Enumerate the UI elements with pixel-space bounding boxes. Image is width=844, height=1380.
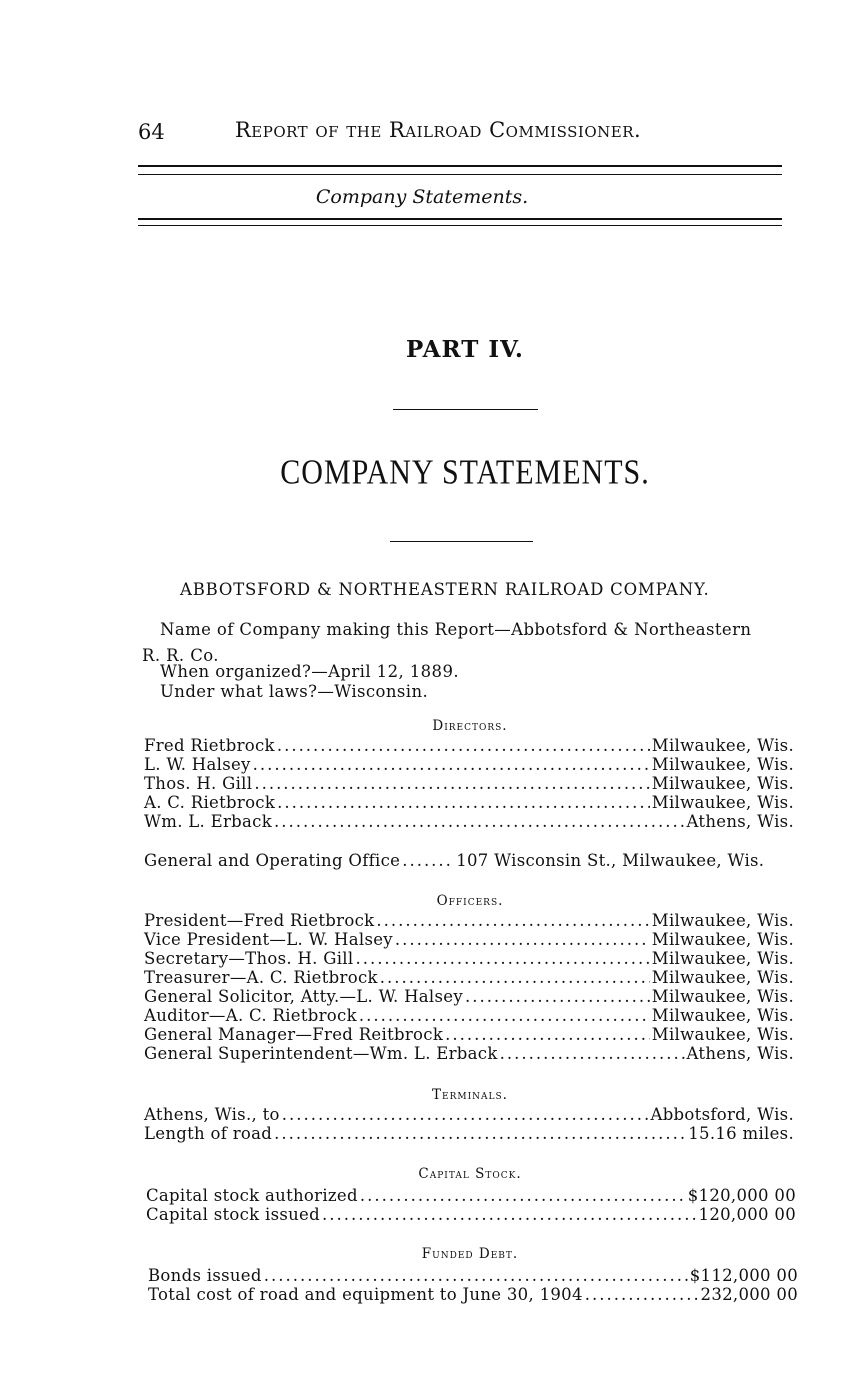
main-title: COMPANY STATEMENTS. [280,453,650,492]
funded-debt-row: Total cost of road and equipment to June 30, 1904 ..... 232,000 00 [148,1285,798,1304]
header-rule-bottom [138,218,782,220]
header-rule-top [138,165,782,167]
director-row: Wm. L. Erback ..... Athens, Wis. [144,812,794,831]
intro-line-3: When organized?—April 12, 1889. [160,662,459,681]
funded-debt-row: Bonds issued ..... $112,000 00 [148,1266,798,1285]
terminal-row: Athens, Wis., to ..... Abbotsford, Wis. [144,1105,794,1124]
running-title: Report of the Railroad Commissioner. [235,118,642,142]
capital-stock-row: Capital stock issued ..... 120,000 00 [146,1205,796,1224]
capital-stock-row: Capital stock authorized ..... $120,000 00 [146,1186,796,1205]
intro-line-1: Name of Company making this Report—Abbotsford & Northeastern [160,620,752,639]
funded-debt-heading: Funded Debt. [421,1246,519,1262]
directors-heading: Directors. [432,718,508,734]
part-divider [393,409,538,410]
header-rule-bottom-thin [138,225,782,226]
part-heading: PART IV. [406,336,524,363]
intro-line-2: R. R. Co. [142,646,219,665]
officer-row: General Superintendent—Wm. L. Erback ..... Athens, Wis. [144,1044,794,1063]
terminals-heading: Terminals. [432,1087,508,1103]
officer-row: Vice President—L. W. Halsey ..... Milwaukee, Wis. [144,930,794,949]
capital-stock-heading: Capital Stock. [418,1166,522,1182]
company-heading: ABBOTSFORD & NORTHEASTERN RAILROAD COMPANY. [180,580,710,599]
officers-heading: Officers. [436,893,504,909]
terminal-row: Length of road ..... 15.16 miles. [144,1124,794,1143]
director-row: L. W. Halsey ..... Milwaukee, Wis. [144,755,794,774]
title-divider [390,541,533,542]
officer-row: Auditor—A. C. Rietbrock ..... Milwaukee, Wis. [144,1006,794,1025]
officer-row: General Solicitor, Atty.—L. W. Halsey ..... Milwaukee, Wis. [144,987,794,1006]
intro-line-4: Under what laws?—Wisconsin. [160,682,429,701]
section-subtitle: Company Statements. [315,186,529,208]
officer-row: Treasurer—A. C. Rietbrock ..... Milwaukee, Wis. [144,968,794,987]
officer-row: President—Fred Rietbrock ..... Milwaukee, Wis. [144,911,794,930]
general-office-row: General and Operating Office ..... 107 Wisconsin St., Milwaukee, Wis. [144,851,794,870]
officer-row: Secretary—Thos. H. Gill ..... Milwaukee, Wis. [144,949,794,968]
page-number: 64 [138,120,165,144]
header-rule-top-thin [138,174,782,175]
director-row: Thos. H. Gill ..... Milwaukee, Wis. [144,774,794,793]
director-row: A. C. Rietbrock ..... Milwaukee, Wis. [144,793,794,812]
officer-row: General Manager—Fred Reitbrock ..... Milwaukee, Wis. [144,1025,794,1044]
director-row: Fred Rietbrock ..... Milwaukee, Wis. [144,736,794,755]
